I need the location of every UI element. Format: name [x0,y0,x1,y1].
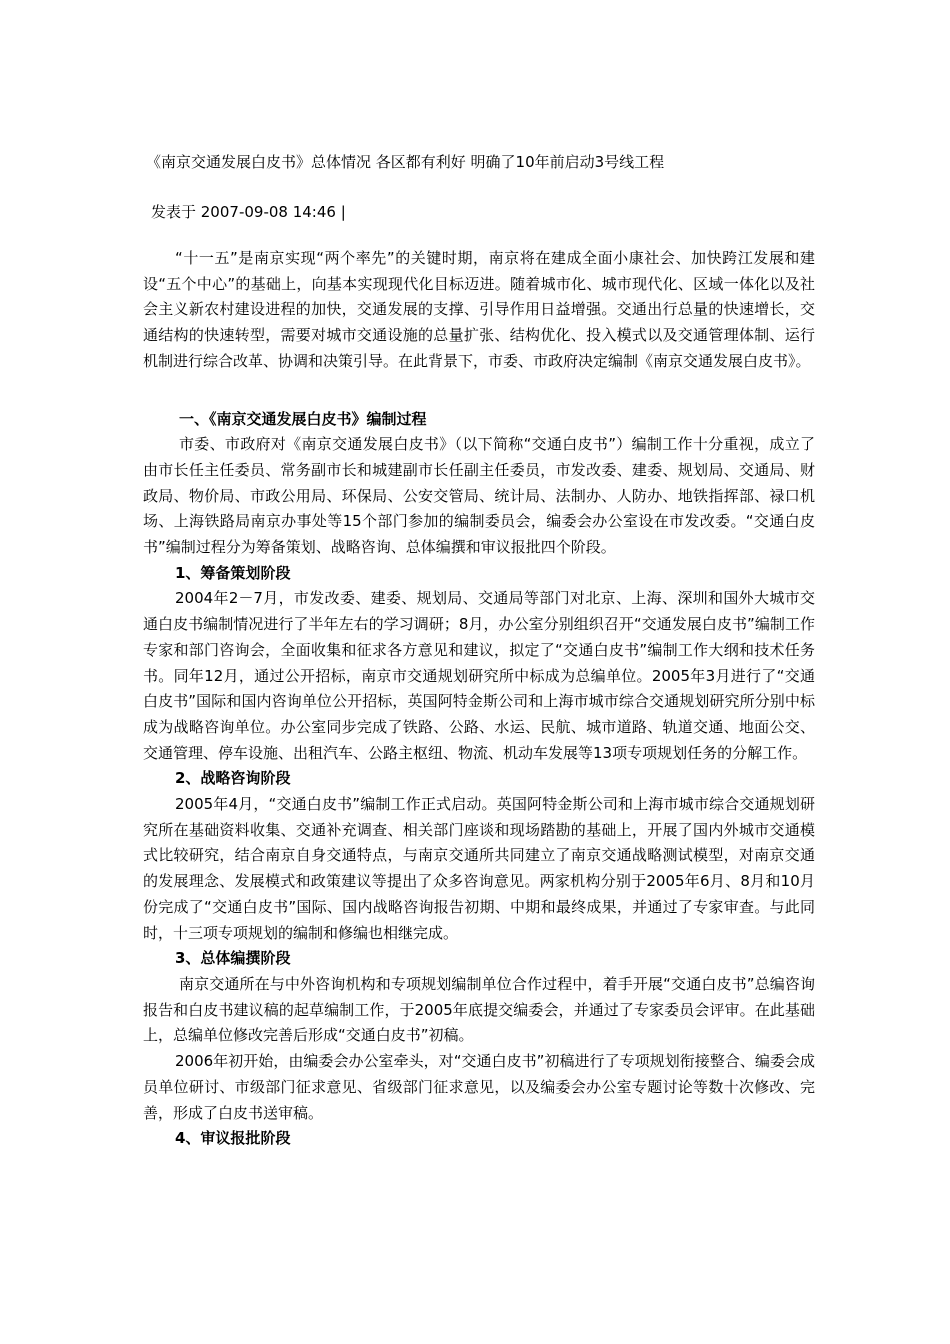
stage-heading-3: 3、总体编撰阶段 [175,949,291,968]
post-date: 发表于 2007-09-08 14:46 | [151,203,346,221]
stage-heading-2: 2、战略咨询阶段 [175,769,291,788]
stage-paragraph-1: 2004年2－7月，市发改委、建委、规划局、交通局等部门对北京、上海、深圳和国外大城市交通白皮书编制情况进行了半年左右的学习调研；8月，办公室分别组织召开“交通发展白皮书”编制工作专家和部门咨询会，全面收集和征求各方意见和建议，拟定了“交通白皮书”编制工作大纲和技术任务书。同年12月，通过公开招标，南京市交通规划研究所中标成为总编单位。2005年3月进行了“交通白皮书”国际和国内咨询单位公开招标，英国阿特金斯公司和上海市城市综合交通规划研究所分别中标成为战略咨询单位。办公室同步完成了铁路、公路、水运、民航、城市道路、轨道交通、地面公交、交通管理、停车设施、出租汽车、公路主枢纽、物流、机动车发展等13项专项规划任务的分解工作。 [143,589,815,762]
stage-heading-4: 4、审议报批阶段 [175,1129,291,1148]
stage-paragraph-3b: 2006年初开始，由编委会办公室牵头，对“交通白皮书”初稿进行了专项规划衔接整合、编委会成员单位研讨、市级部门征求意见、省级部门征求意见，以及编委会办公室专题讨论等数十次修改、完善，形成了白皮书送审稿。 [143,1052,815,1122]
stage-paragraph-2: 2005年4月，“交通白皮书”编制工作正式启动。英国阿特金斯公司和上海市城市综合交通规划研究所在基础资料收集、交通补充调查、相关部门座谈和现场踏勘的基础上，开展了国内外城市交通模式比较研究，结合南京自身交通特点，与南京交通所共同建立了南京交通战略测试模型，对南京交通的发展理念、发展模式和政策建议等提出了众多咨询意见。两家机构分别于2005年6月、8月和10月份完成了“交通白皮书”国际、国内战略咨询报告初期、中期和最终成果，并通过了专家审查。与此同时，十三项专项规划的编制和修编也相继完成。 [143,795,815,942]
paragraph-spacer [143,375,815,407]
intro-paragraph: “十一五”是南京实现“两个率先”的关键时期，南京将在建成全面小康社会、加快跨江发展和建设“五个中心”的基础上，向基本实现现代化目标迈进。随着城市化、城市现代化、区域一体化以及社会主义新农村建设进程的加快，交通发展的支撑、引导作用日益增强。交通出行总量的快速增长，交通结构的快速转型，需要对城市交通设施的总量扩张、结构优化、投入模式以及交通管理体制、运行机制进行综合改革、协调和决策引导。在此背景下，市委、市政府决定编制《南京交通发展白皮书》。 [143,249,815,370]
section-heading: 一、《南京交通发展白皮书》编制过程 [179,409,427,428]
stage-heading-1: 1、筹备策划阶段 [175,563,291,582]
section-paragraph: 市委、市政府对《南京交通发展白皮书》（以下简称“交通白皮书”）编制工作十分重视，成立了由市长任主任委员、常务副市长和城建副市长任副主任委员，市发改委、建委、规划局、交通局、财政局、物价局、市政公用局、环保局、公安交管局、统计局、法制办、人防办、地铁指挥部、禄口机场、上海铁路局南京办事处等15个部门参加的编制委员会，编委会办公室设在市发改委。“交通白皮书”编制过程分为筹备策划、战略咨询、总体编撰和审议报批四个阶段。 [143,435,815,557]
stage-paragraph-3a: 南京交通所在与中外咨询机构和专项规划编制单位合作过程中，着手开展“交通白皮书”总编咨询报告和白皮书建议稿的起草编制工作，于2005年底提交编委会，并通过了专家委员会评审。在此基础上，总编单位修改完善后形成“交通白皮书”初稿。 [143,974,815,1045]
article-body [143,246,815,1152]
article-title: 《南京交通发展白皮书》总体情况 各区都有利好 明确了10年前启动3号线工程 [146,153,665,171]
